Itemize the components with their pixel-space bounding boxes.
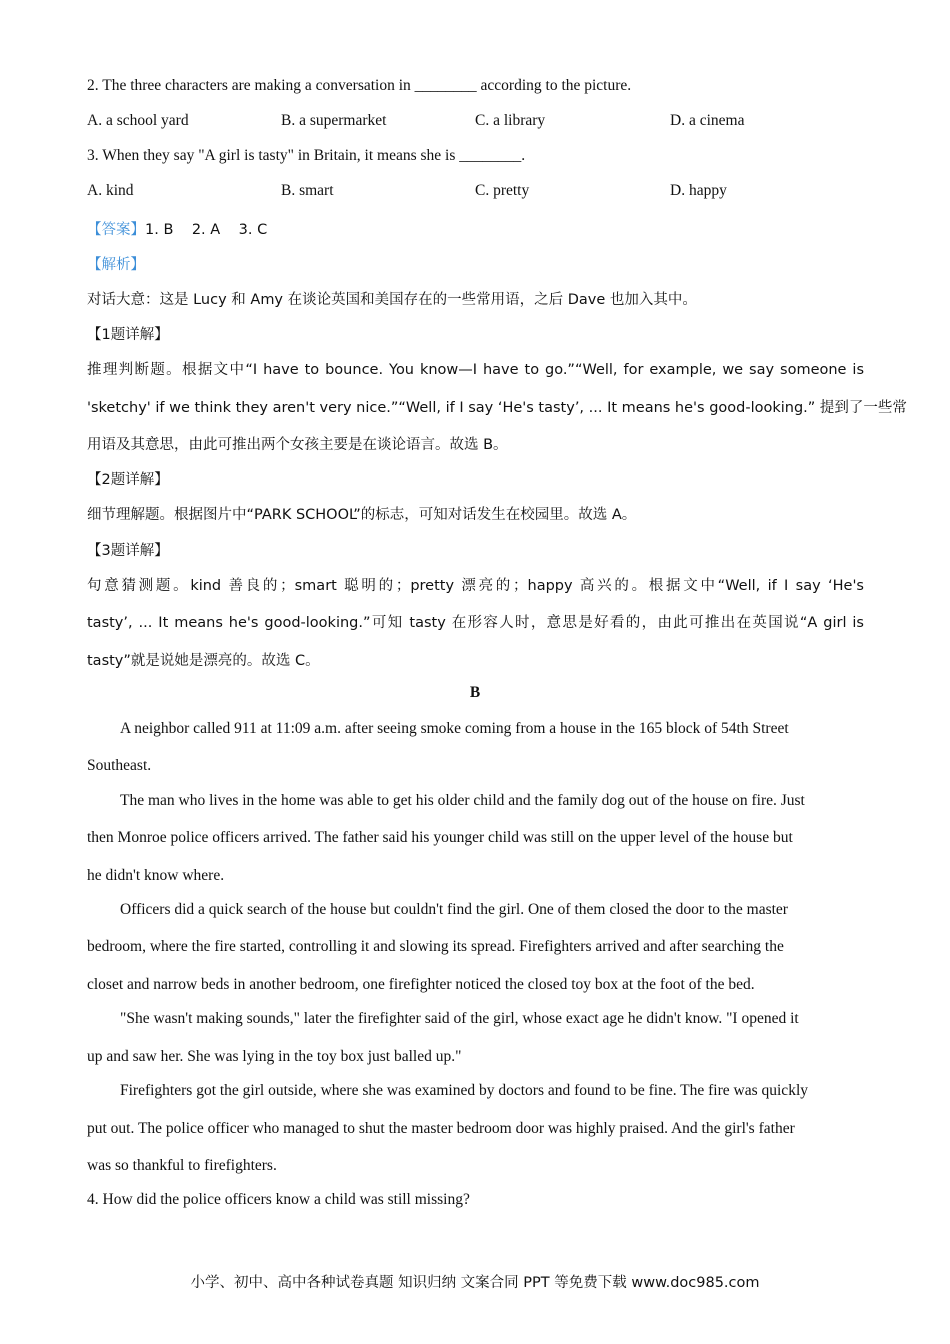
detail-1-line: 用语及其意思，由此可推出两个女孩主要是在谈论语言。故选 B。 — [87, 437, 508, 453]
question-3-option-a: A. kind — [87, 182, 134, 199]
passage-line: up and saw her. She was lying in the toy box just balled up." — [87, 1048, 462, 1065]
question-3-option-b: B. smart — [281, 182, 334, 199]
passage-line: closet and narrow beds in another bedroom, one firefighter noticed the closed toy box at the foot of the bed. — [87, 976, 755, 993]
detail-2-title: 【2题详解】 — [87, 472, 169, 488]
question-3-option-d: D. happy — [670, 182, 727, 199]
passage-line: "She wasn't making sounds," later the firefighter said of the girl, whose exact age he didn't know. "I opened it — [120, 1010, 799, 1027]
page-footer: 小学、初中、高中各种试卷真题 知识归纳 文案合同 PPT 等免费下载 www.doc985.com — [190, 1275, 760, 1291]
answer-text: 1. B 2. A 3. C — [145, 222, 268, 238]
question-2-option-a: A. a school yard — [87, 112, 189, 129]
passage-line: then Monroe police officers arrived. The father said his younger child was still on the upper level of the house but — [87, 829, 793, 846]
section-heading: B — [469, 684, 481, 701]
passage-line: A neighbor called 911 at 11:09 a.m. after seeing smoke coming from a house in the 165 block of 54th Street — [120, 720, 789, 737]
passage-line: put out. The police officer who managed to shut the master bedroom door was highly praised. And the girl's father — [87, 1120, 795, 1137]
answer-label: 【答案】 — [87, 222, 145, 238]
detail-3-line: tasty”就是说她是漂亮的。故选 C。 — [87, 653, 320, 669]
detail-3-line: tasty’, ... It means he's good-looking.”可知 tasty 在形容人时，意思是好看的，由此可推出在英国说“A girl is — [87, 615, 864, 631]
passage-line: bedroom, where the fire started, controlling it and slowing its spread. Firefighters arrived and after searching the — [87, 938, 784, 955]
detail-1-title: 【1题详解】 — [87, 327, 169, 343]
detail-1-line: 推理判断题。根据文中“I have to bounce. You know—I have to go.”“Well, for example, we say someone is — [87, 362, 864, 378]
question-2-option-c: C. a library — [475, 112, 546, 129]
question-3-stem: 3. When they say "A girl is tasty" in Britain, it means she is ________. — [87, 147, 526, 164]
question-4-stem: 4. How did the police officers know a child was still missing? — [87, 1191, 470, 1208]
passage-line: he didn't know where. — [87, 867, 225, 884]
answer-line — [87, 218, 267, 239]
question-2-option-d: D. a cinema — [670, 112, 745, 129]
detail-2-line: 细节理解题。根据图片中“PARK SCHOOL”的标志，可知对话发生在校园里。故选 A。 — [87, 507, 637, 523]
passage-line: Officers did a quick search of the house but couldn't find the girl. One of them closed the door to the master — [120, 901, 788, 918]
detail-3-line: 句意猜测题。kind 善良的；smart 聪明的；pretty 漂亮的；happy 高兴的。根据文中“Well, if I say ‘He's — [87, 578, 864, 594]
question-2-stem: 2. The three characters are making a conversation in ________ according to the picture. — [87, 77, 632, 94]
analysis-label: 【解析】 — [87, 257, 145, 273]
passage-line: Firefighters got the girl outside, where she was examined by doctors and found to be fine. The fire was quickly — [120, 1082, 808, 1099]
detail-1-line: 'sketchy' if we think they aren't very nice.”“Well, if I say ‘He's tasty’, ... It means he's good-looking.” 提到了一些常 — [87, 400, 907, 416]
question-2-option-b: B. a supermarket — [281, 112, 387, 129]
passage-line: The man who lives in the home was able to get his older child and the family dog out of the house on fire. Just — [120, 792, 805, 809]
question-3-option-c: C. pretty — [475, 182, 530, 199]
passage-line: was so thankful to firefighters. — [87, 1157, 277, 1174]
detail-3-title: 【3题详解】 — [87, 543, 169, 559]
analysis-summary: 对话大意：这是 Lucy 和 Amy 在谈论英国和美国存在的一些常用语，之后 Dave 也加入其中。 — [87, 292, 697, 308]
passage-line: Southeast. — [87, 757, 152, 774]
